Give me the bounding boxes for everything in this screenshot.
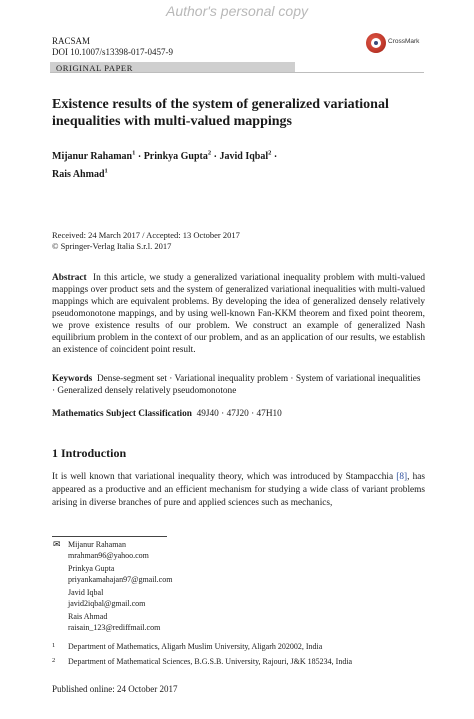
msc-codes: 49J40 · 47J20 · 47H10: [196, 409, 282, 419]
keywords: [52, 373, 425, 397]
copyright: © Springer-Verlag Italia S.r.l. 2017: [52, 241, 172, 251]
doi[interactable]: DOI 10.1007/s13398-017-0457-9: [52, 47, 173, 57]
crossmark-badge[interactable]: [366, 33, 426, 55]
contact-name: Javid Iqbal: [68, 588, 104, 597]
footnote-number: 1: [52, 642, 56, 649]
crossmark-label: CrossMark: [388, 38, 420, 45]
abstract-text: In this article, we study a generalized variational inequality problem with multi-valued mappings over product sets and the system of generalized variational inequalities with multi-valued mappings which are equivalent problems. By developing the idea of generalized densely relatively pseudomonotone mappings, and by using well-known Fan-KKM theorem and fixed point theorem, we prove existence results of our problem. We construct an example of generalized Nash equilibrium problem in the context of our problem, and as an application of our results, we establish an existence of coincident point result.: [52, 273, 425, 355]
watermark: Author's personal copy: [166, 3, 308, 19]
abstract-label: Abstract: [52, 273, 87, 283]
journal-name: RACSAM: [52, 36, 91, 46]
contact-email[interactable]: mrahman96@yahoo.com: [68, 550, 149, 560]
paper-type: ORIGINAL PAPER: [56, 63, 133, 73]
contact-entry: [68, 564, 172, 585]
citation-link[interactable]: [8]: [396, 472, 408, 482]
author-list: [52, 147, 432, 182]
footnote-rule: [52, 536, 167, 537]
published-online: Published online: 24 October 2017: [52, 684, 178, 694]
author[interactable]: Javid Iqbal$^2$: [219, 150, 272, 163]
contact-entry: [53, 540, 172, 561]
section-title: Introduction: [61, 446, 127, 460]
received-accepted: Received: 24 March 2017 / Accepted: 13 October 2017: [52, 230, 240, 240]
intro-text: It is well known that variational inequality theory, which was introduced by Stampacchia: [52, 472, 397, 482]
crossmark-icon: [366, 33, 386, 53]
contact-entry: [68, 588, 172, 609]
envelope-icon: ✉: [53, 540, 61, 550]
subject-classification: [52, 409, 425, 419]
footnote-text: Department of Mathematics, Aligarh Muslim University, Aligarh 202002, India: [68, 642, 323, 651]
author-separator: ·: [135, 151, 144, 163]
contact-entry: [68, 612, 172, 633]
author-separator: ·: [211, 151, 220, 163]
author[interactable]: Mijanur Rahaman$^1$: [52, 150, 136, 163]
paper-title: Existence results of the system of generalized variational inequalities with multi-valued mappings: [52, 97, 389, 129]
author-contacts: [52, 540, 172, 636]
contact-email[interactable]: javid2iqbal@gmail.com: [68, 598, 146, 608]
footnote-number: 2: [52, 657, 56, 664]
section-heading: [52, 446, 126, 461]
contact-name: Rais Ahmad: [68, 612, 108, 621]
footnote-text: Department of Mathematical Sciences, B.G.S.B. University, Rajouri, J&K 185234, India: [68, 657, 353, 666]
abstract: [52, 272, 425, 356]
author[interactable]: Rais Ahmad$^1$: [52, 167, 108, 180]
msc-label: Mathematics Subject Classification: [52, 409, 192, 419]
author-separator: ·: [271, 151, 278, 163]
keywords-label: Keywords: [52, 374, 93, 384]
intro-paragraph: [52, 471, 425, 510]
intro-text: , has appeared as a productive and an efficient mechanism for studying a wide class of variant problems arising in diverse branches of pure and applied sciences such as mechanics,: [52, 472, 425, 508]
publication-dates: [52, 230, 240, 252]
contact-email[interactable]: priyankamahajan97@gmail.com: [68, 574, 173, 584]
keywords-text: Dense-segment set · Variational inequality problem · System of variational inequalities · Generalized densely relatively pseudomonotone: [52, 374, 421, 396]
journal-info: [52, 36, 173, 58]
contact-name: Mijanur Rahaman: [68, 540, 126, 549]
contact-name: Prinkya Gupta: [68, 564, 115, 573]
author[interactable]: Prinkya Gupta$^2$: [143, 150, 212, 163]
section-number: 1: [52, 446, 58, 460]
affiliation-footnote: [52, 657, 432, 669]
contact-email[interactable]: raisain_123@rediffmail.com: [68, 622, 161, 632]
affiliation-footnote: [52, 642, 432, 654]
